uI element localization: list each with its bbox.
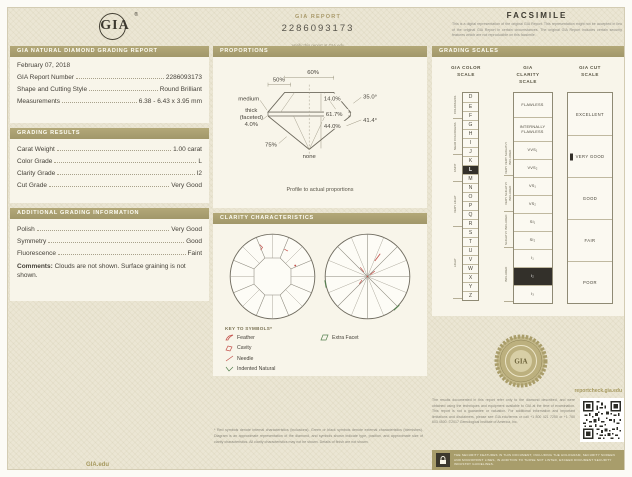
- results-disclaimer: The results documented in this report refer only to the diamond described, and were obtained using the techniques and equipment available to GIA at the time of examination. This report is not a guarantee or valuation. For additional information and important limitations and disclaimers, please see GIA.edu/terms or call +1 800 421 7250 or +1 760 603 4500. ©2017 Gemological Institute of America, Inc.: [432, 398, 575, 425]
- symbol-label: Feather: [237, 334, 255, 341]
- dotted-leader: [58, 250, 186, 255]
- total-depth-label: 61.7%: [325, 112, 343, 119]
- color-grade-M: M: [463, 174, 478, 183]
- clarity-section: [213, 213, 427, 376]
- cut-scale-cells: [567, 92, 613, 304]
- clarity-scale-title: GIA CLARITY SCALE: [516, 65, 540, 84]
- clarity-scale-groups: [504, 92, 513, 304]
- dotted-leader: [54, 158, 196, 163]
- color-grade-H: H: [463, 129, 478, 138]
- color-grade-F: F: [463, 111, 478, 120]
- section-header-additional-info: ADDITIONAL GRADING INFORMATION: [10, 208, 209, 219]
- facsimile-text: This is a digital representation of the original GIA Report. This representation might not be accepted in lieu of the original GIA Report in certain circumstances. The original GIA Report includes certain security features which are not reproducible on this facsimile.: [452, 22, 622, 38]
- dotted-leader: [48, 238, 184, 243]
- cavity-icon: [225, 345, 234, 352]
- crown-height-label: 14.0%: [323, 96, 341, 103]
- gia-edu-link[interactable]: GIA.edu: [86, 462, 110, 468]
- reportcheck-link[interactable]: reportcheck.gia.edu: [574, 388, 622, 394]
- color-grade-Y: Y: [463, 282, 478, 291]
- table-row: [10, 74, 209, 81]
- dotted-leader: [76, 74, 164, 79]
- registered-trademark: ®: [134, 12, 138, 18]
- color-grade-G: G: [463, 120, 478, 129]
- row-label: Cut Grade: [17, 182, 47, 189]
- symbol-label: Extra Facet: [332, 334, 359, 341]
- color-group-very-light: VERY LIGHT: [453, 182, 462, 227]
- proportions-diagram: [216, 61, 424, 173]
- color-group-near-colorless: NEAR COLORLESS: [453, 119, 462, 155]
- row-label: Symmetry: [17, 238, 47, 245]
- row-label: Color Grade: [17, 158, 53, 165]
- color-scale-groups: [453, 92, 462, 301]
- facsimile-title: FACSIMILE: [506, 11, 568, 20]
- row-label: Carat Weight: [17, 146, 55, 153]
- symbol-label: Needle: [237, 355, 254, 362]
- row-value: I2: [196, 170, 202, 177]
- security-notice: THE SECURITY FEATURES IN THIS DOCUMENT, INCLUDING THE HOLOGRAM, SECURITY SCREEN AND MICROPRINT LINES, IN ADDITION TO THOSE NOT LISTED, EXCEED DOCUMENT SECURITY INDUSTRY GUIDELINES.: [454, 452, 615, 467]
- right-column: [432, 46, 624, 469]
- clarity-grade-I3: I₃: [514, 285, 552, 303]
- clarity-group-si: SLIGHTLY INCLUDED: [504, 212, 513, 248]
- row-value: 1.00 carat: [173, 146, 202, 153]
- symbol-indented-natural: [225, 366, 320, 373]
- report-date: February 07, 2018: [17, 62, 71, 69]
- color-scale: [435, 65, 497, 316]
- symbol-cavity: [225, 345, 320, 352]
- symbol-extra-facet: [320, 334, 415, 341]
- row-value: 6.38 - 6.43 x 3.95 mm: [138, 98, 202, 105]
- feather-icon: [225, 334, 234, 341]
- clarity-grade-VVS1: VVS₁: [514, 141, 552, 159]
- color-grade-N: N: [463, 183, 478, 192]
- results-row: [432, 398, 624, 442]
- grading-scales-panel: [432, 57, 624, 316]
- cut-grade-VERY-GOOD: VERY GOOD: [568, 135, 612, 177]
- facsimile-block: [452, 11, 622, 39]
- lock-icon: [436, 453, 450, 467]
- dotted-leader: [49, 182, 169, 187]
- color-scale-title: GIA COLOR SCALE: [451, 65, 481, 77]
- clarity-group-spacer: [504, 92, 513, 140]
- color-grade-S: S: [463, 228, 478, 237]
- color-grade-R: R: [463, 219, 478, 228]
- dotted-leader: [62, 98, 137, 103]
- gia-logo-text: GIA: [100, 18, 130, 33]
- table-row: [10, 86, 209, 93]
- row-label: Clarity Grade: [17, 170, 56, 177]
- report-number: 2286093173: [281, 23, 355, 34]
- table-size-label: 60%: [307, 69, 320, 76]
- left-column: [10, 46, 209, 301]
- key-to-symbols: [213, 322, 427, 376]
- clarity-grade-SI2: SI₂: [514, 231, 552, 249]
- clarity-grade-I1: I₁: [514, 249, 552, 267]
- needle-icon: [225, 355, 234, 362]
- clarity-grade-VS2: VS₂: [514, 195, 552, 213]
- table-row: [10, 158, 209, 165]
- cut-scale: [559, 65, 621, 316]
- color-grade-W: W: [463, 264, 478, 273]
- color-group-light: LIGHT: [453, 227, 462, 299]
- comments-block: [10, 262, 209, 280]
- symbol-label: Indented Natural: [237, 366, 276, 372]
- qr-code: [580, 398, 624, 442]
- dotted-leader: [57, 170, 194, 175]
- color-group-faint: FAINT: [453, 155, 462, 182]
- color-grade-T: T: [463, 237, 478, 246]
- cut-grade-FAIR: FAIR: [568, 219, 612, 261]
- clarity-grade-VS1: VS₁: [514, 177, 552, 195]
- clarity-grade-SI1: SI₁: [514, 213, 552, 231]
- grading-results-section: [10, 128, 209, 203]
- clarity-diagram-pavilion: [322, 231, 413, 322]
- section-header-grading-results: GRADING RESULTS: [10, 128, 209, 139]
- gia-logo: [92, 12, 138, 42]
- crown-angle-label: 35.0°: [363, 94, 377, 101]
- table-row: [10, 146, 209, 153]
- section-header-grading-scales: GRADING SCALES: [432, 46, 624, 57]
- row-value: Faint: [187, 250, 202, 257]
- clarity-grade-FLAWLESS: FLAWLESS: [521, 101, 544, 107]
- proportions-section: [213, 46, 427, 208]
- certificate: [7, 7, 625, 470]
- color-grade-P: P: [463, 201, 478, 210]
- section-header-proportions: PROPORTIONS: [213, 46, 427, 57]
- section-header-clarity: CLARITY CHARACTERISTICS: [213, 213, 427, 224]
- dotted-leader: [89, 86, 158, 91]
- dotted-leader: [57, 146, 171, 151]
- table-row: [10, 170, 209, 177]
- comments-label: Comments:: [17, 263, 53, 270]
- color-grade-Q: Q: [463, 210, 478, 219]
- table-row: [10, 250, 209, 257]
- girdle-qualifier-label: (faceted): [239, 114, 263, 121]
- color-grade-D: D: [468, 94, 473, 100]
- additional-info-section: [10, 208, 209, 301]
- grading-results-panel: [10, 139, 209, 203]
- row-label: Shape and Cutting Style: [17, 86, 88, 93]
- section-header-report: GIA NATURAL DIAMOND GRADING REPORT: [10, 46, 209, 57]
- row-label: Fluorescence: [17, 250, 57, 257]
- girdle-min-label: medium: [238, 96, 260, 103]
- row-value: Very Good: [171, 226, 202, 233]
- clarity-group-included: INCLUDED: [504, 248, 513, 302]
- proportions-panel: [213, 57, 427, 208]
- clarity-grade-IF: INTERNALLY FLAWLESS: [514, 117, 552, 141]
- comments-text: Clouds are not shown. Surface graining is not shown.: [17, 263, 186, 280]
- clarity-scale-cells: [513, 92, 553, 304]
- table-row: [10, 98, 209, 105]
- middle-column: [213, 46, 427, 376]
- clarity-group-vvs: VERY VERY SLIGHTLY INCLUDED: [504, 140, 513, 176]
- clarity-scale: [497, 65, 559, 316]
- report-panel: [10, 57, 209, 123]
- pavilion-angle-label: 41.4°: [363, 117, 377, 124]
- clarity-diagram-crown: [227, 231, 318, 322]
- key-title: KEY TO SYMBOLS*: [225, 326, 273, 331]
- color-grade-I: I: [463, 138, 478, 147]
- table-row: [10, 182, 209, 189]
- culet-label: none: [302, 154, 316, 161]
- report-label: GIA REPORT: [294, 14, 342, 20]
- cut-grade-EXCELLENT: EXCELLENT: [575, 111, 605, 117]
- extra-facet-icon: [320, 334, 329, 341]
- symbol-needle: [225, 355, 320, 362]
- color-grade-L: L: [463, 165, 478, 174]
- report-section: [10, 46, 209, 123]
- color-scale-cells: [462, 92, 479, 301]
- table-row: [10, 238, 209, 245]
- row-value: 2286093173: [165, 74, 202, 81]
- color-grade-Z: Z: [463, 291, 478, 300]
- color-grade-X: X: [463, 273, 478, 282]
- clarity-panel: [213, 224, 427, 376]
- girdle-pct-label: 4.0%: [244, 121, 259, 128]
- color-grade-J: J: [463, 147, 478, 156]
- color-group-colorless: COLORLESS: [453, 92, 462, 119]
- color-grade-K: K: [463, 156, 478, 165]
- pavilion-depth-label: 44.0%: [323, 123, 341, 130]
- symbol-feather: [225, 334, 320, 341]
- indented-natural-icon: [225, 366, 234, 373]
- row-label: Measurements: [17, 98, 60, 105]
- clarity-grade-I2: I₂: [514, 267, 552, 285]
- color-grade-U: U: [463, 246, 478, 255]
- cut-grade-POOR: POOR: [568, 261, 612, 303]
- svg-text:GIA: GIA: [514, 357, 528, 366]
- row-value: Round Brilliant: [159, 86, 202, 93]
- clarity-plots: [213, 224, 427, 322]
- row-value: Very Good: [171, 182, 202, 189]
- symbol-label: Cavity: [237, 345, 252, 351]
- clarity-group-vs: VERY SLIGHTLY INCLUDED: [504, 176, 513, 212]
- table-row: [10, 226, 209, 233]
- security-bar: [432, 450, 624, 470]
- lower-half-label: 75%: [265, 142, 277, 149]
- cut-grade-GOOD: GOOD: [568, 177, 612, 219]
- color-grade-O: O: [463, 192, 478, 201]
- dotted-leader: [37, 226, 170, 231]
- row-label: Polish: [17, 226, 35, 233]
- color-grade-E: E: [463, 102, 478, 111]
- gia-seal: [494, 334, 548, 388]
- clarity-grade-VVS2: VVS₂: [514, 159, 552, 177]
- color-grade-V: V: [463, 255, 478, 264]
- symbols-footnote: * Red symbols denote internal characteristics (inclusions). Green or black symbols denote external characteristics (blemishes). Diagram is an approximate representation of the diamond, and symbols shown indicate type, position, and approximate size of clarity characteristics. All clarity characteristics may not be shown. Details of finish are not shown.: [214, 428, 423, 444]
- star-length-label: 50%: [272, 77, 285, 84]
- girdle-max-label: thick: [245, 108, 258, 115]
- cut-scale-title: GIA CUT SCALE: [579, 65, 601, 77]
- row-value: Good: [186, 238, 202, 245]
- proportions-caption: Profile to actual proportions: [286, 187, 354, 193]
- row-label: GIA Report Number: [17, 74, 75, 81]
- row-value: L: [198, 158, 202, 165]
- additional-info-panel: [10, 219, 209, 301]
